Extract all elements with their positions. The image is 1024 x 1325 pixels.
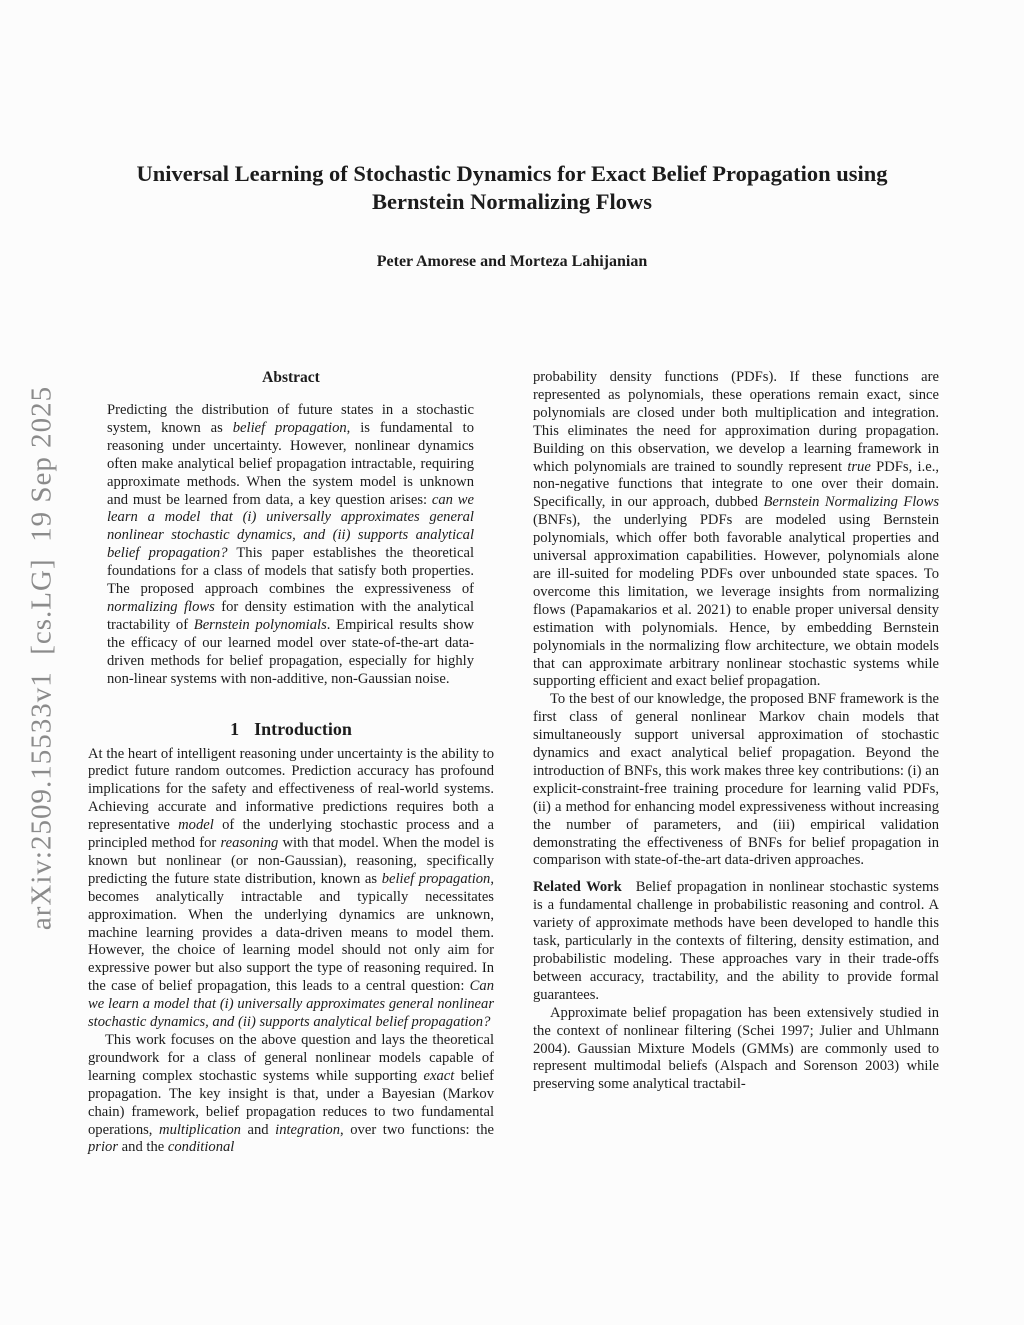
section-title: Introduction xyxy=(254,718,352,739)
abstract-heading: Abstract xyxy=(262,369,320,386)
arxiv-watermark: arXiv:2509.15533v1 [cs.LG] 19 Sep 2025 xyxy=(25,385,58,931)
section-number: 1 xyxy=(230,718,240,739)
section-heading-introduction xyxy=(88,719,494,739)
paper-title xyxy=(92,0,932,216)
related-work-paragraph: Related Work Belief propagation in nonlinear stochastic systems is a fundamental challenge in probabilistic reasoning and control. A variety of approximate methods have been developed to handle this task, particularly in the contexts of filtering, density estimation, and probabilistic modeling. These approaches vary in their trade-offs between accuracy, tractability, and the ability to provide formal guarantees. xyxy=(533,879,939,1003)
two-column-body xyxy=(88,369,1024,1157)
paragraph: To the best of our knowledge, the proposed BNF framework is the first class of general nonlinear Markov chain models that simultaneously support universal approximation of stochastic dynamics and exact analytical belief propagation. Beyond the introduction of BNFs, this work makes three key contributions: (i) an explicit-constraint-free training procedure for learning valid PDFs, (ii) a method for enhancing model expressiveness without increasing the number of parameters, and (iii) empirical validation demonstrating the effectiveness of BNFs for belief propagation in comparison with state-of-the-art data-driven approaches. xyxy=(533,691,939,869)
paper-title-line-1: Universal Learning of Stochastic Dynamics for Exact Belief Propagation using xyxy=(136,161,888,186)
paragraph: probability density functions (PDFs). If these functions are represented as polynomials, these operations remain exact, since polynomials are closed under both multiplication and integration. This eliminates the need for approximation during propagation. Building on this observation, we develop a learning framework in which polynomials are trained to soundly represent true PDFs, i.e., non-negative functions that integrate to one over their domain. Specifically, in our approach, dubbed Bernstein Normalizing Flows (BNFs), the underlying PDFs are modeled using Bernstein polynomials, which offer both favorable analytical properties and universal approximation capabilities. However, polynomials alone are ill-suited for modeling PDFs over unbounded state spaces. To overcome this limitation, we leverage insights from normalizing flows (Papamakarios et al. 2021) to enable proper universal density estimation with polynomials. Hence, by embedding Bernstein polynomials in the normalizing flow architecture, we obtain models that can approximate arbitrary nonlinear stochastic systems while supporting efficient and exact belief propagation. xyxy=(533,369,940,690)
abstract-text: Predicting the distribution of future states in a stochastic system, known as belief propagation, is fundamental to reasoning under uncertainty. However, nonlinear dynamics often make analytical belief propagation intractable, requiring approximate methods. When the system model is unknown and must be learned from data, a key question arises: can we learn a model that (i) universally approximates general nonlinear stochastic dynamics, and (ii) supports analytical belief propagation? This paper establishes the theoretical foundations for a class of models that satisfy both properties. The proposed approach combines the expressiveness of normalizing flows for density estimation with the analytical tractability of Bernstein polynomials. Empirical results show the efficacy of our learned model over state-of-the-art data-driven methods for belief propagation, especially for highly non-linear systems with non-additive, non-Gaussian noise. xyxy=(107,402,475,687)
right-column xyxy=(533,369,939,1157)
paper-title-line-2: Bernstein Normalizing Flows xyxy=(372,189,652,214)
left-column xyxy=(88,369,494,1157)
paragraph: This work focuses on the above question and lays the theoretical groundwork for a class of general nonlinear models capable of learning complex stochastic systems while supporting exact belief propagation. The key insight is that, under a Bayesian (Markov chain) framework, belief propagation reduces to two fundamental operations, multiplication and integration, over two functions: the prior and the conditional xyxy=(88,1032,495,1156)
paragraph: At the heart of intelligent reasoning under uncertainty is the ability to predict future random outcomes. Prediction accuracy has profound implications for the safety and effectiveness of real-world systems. Achieving accurate and informative predictions requires both a representative model of the underlying stochastic process and a principled method for reasoning with that model. When the model is known but nonlinear (or non-Gaussian), reasoning, specifically predicting the future state distribution, known as belief propagation, becomes analytically intractable and typically necessitates approximation. When the underlying dynamics are unknown, machine learning provides a data-driven means to model them. However, the choice of learning model should not only aim for expressive power but also support the type of reasoning required. In the case of belief propagation, this leads to a central question: Can we learn a model that (i) universally approximates general nonlinear stochastic dynamics, and (ii) supports analytical belief propagation? xyxy=(88,745,495,1031)
authors-line: Peter Amorese and Morteza Lahijanian xyxy=(376,253,648,270)
paragraph: Approximate belief propagation has been extensively studied in the context of nonlinear filtering (Schei 1997; Julier and Uhlmann 2004). Gaussian Mixture Models (GMMs) are commonly used to represent multimodal beliefs (Alspach and Sorenson 2003) while preserving some analytical tractabil- xyxy=(533,1004,939,1093)
